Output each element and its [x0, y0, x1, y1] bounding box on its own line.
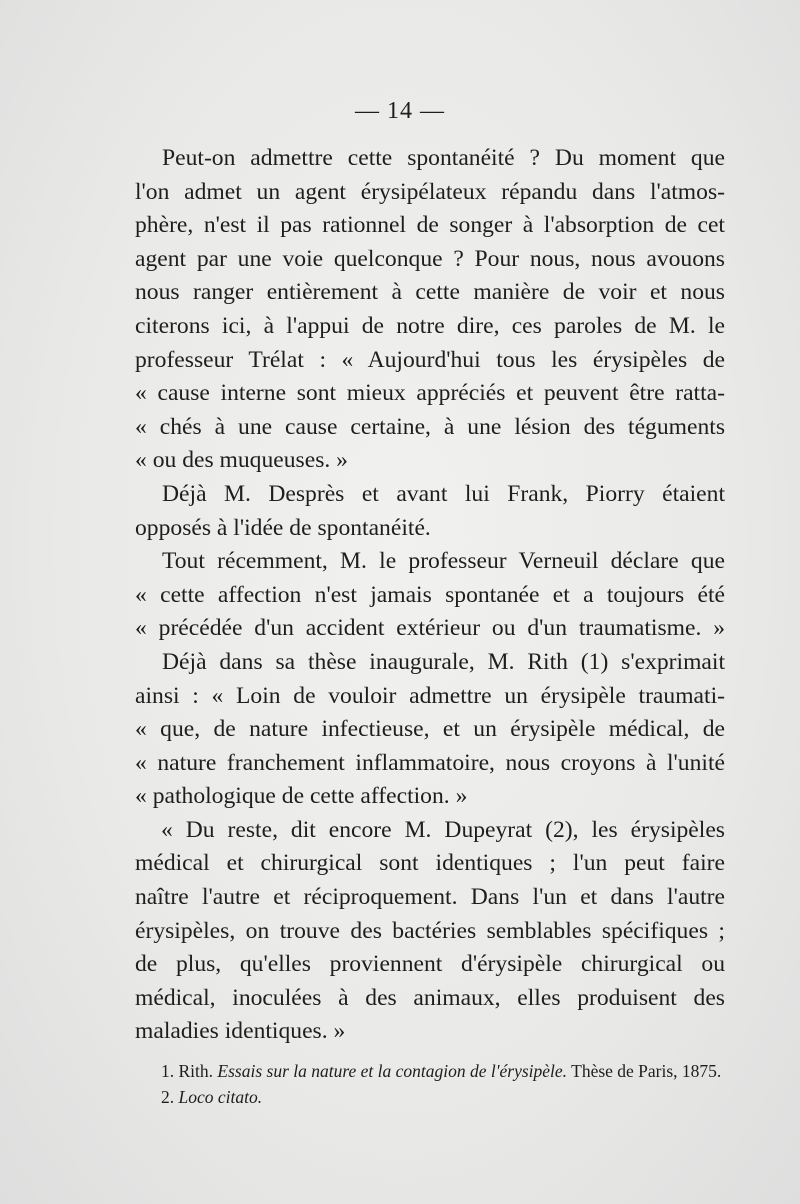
text-line: opposés à l'idée de spontanéité. [135, 514, 431, 541]
paragraph-dupeyrat [135, 814, 725, 1049]
paragraph-verneuil [135, 545, 725, 646]
footnote-number: 1. [161, 1061, 175, 1081]
text-line: « cette affection n'est jamais spontanée et a toujours été [135, 581, 725, 608]
text-line: « que, de nature infectieuse, et un érysipèle médical, de [135, 716, 725, 743]
paragraph-rith [135, 646, 725, 814]
text-line: médical et chirurgical sont identiques ; l'un peut faire [135, 850, 725, 877]
text-line: l'on admet un agent érysipélateux répandu dans l'atmos- [135, 178, 725, 205]
text-line: érysipèles, on trouve des bactéries semblables spécifiques ; [135, 917, 725, 944]
footnote-title: Loco citato. [178, 1087, 263, 1107]
text-line: naître l'autre et réciproquement. Dans l'un et dans l'autre [135, 884, 725, 911]
text-line: « ou des muqueuses. » [135, 447, 348, 474]
text-line: Tout récemment, M. le professeur Verneuil déclare que [162, 548, 725, 575]
footnotes [135, 1058, 725, 1110]
text-line: « Du reste, dit encore M. Dupeyrat (2), les érysipèles [161, 816, 725, 843]
text-line: professeur Trélat : « Aujourd'hui tous les érysipèles de [135, 346, 725, 373]
footnote-number: 2. [161, 1087, 175, 1107]
text-line: maladies identiques. » [135, 1018, 346, 1045]
text-line: agent par une voie quelconque ? Pour nous, nous avouons [135, 245, 725, 272]
footnote-title: Essais sur la nature et la contagion de l'érysipèle. [217, 1061, 568, 1081]
text-line: ainsi : « Loin de vouloir admettre un érysipèle traumati- [135, 682, 725, 709]
body-text [135, 142, 725, 1049]
text-line: « nature franchement inflammatoire, nous croyons à l'unité [135, 749, 725, 776]
paragraph-despres [135, 478, 725, 545]
text-line: de plus, qu'elles proviennent d'érysipèle chirurgical ou [135, 951, 725, 978]
text-line: phère, n'est il pas rationnel de songer à l'absorption de cet [135, 212, 725, 239]
text-line: « pathologique de cette affection. » [135, 783, 468, 810]
footnote-source: Thèse de Paris, 1875. [571, 1061, 722, 1081]
text-line: Peut-on admettre cette spontanéité ? Du moment que [162, 145, 725, 171]
text-line: Déjà dans sa thèse inaugurale, M. Rith (1) s'exprimait [162, 648, 725, 675]
text-line: Déjà M. Desprès et avant lui Frank, Piorry étaient [162, 480, 725, 507]
text-line: nous ranger entièrement à cette manière de voir et nous [135, 279, 725, 306]
page-number: — 14 — [355, 98, 445, 124]
footnote-2 [135, 1084, 725, 1110]
text-line: « précédée d'un accident extérieur ou d'un traumatisme. » [135, 615, 725, 642]
text-line: médical, inoculées à des animaux, elles produisent des [135, 984, 725, 1011]
footnote-1 [135, 1058, 725, 1084]
text-line: citerons ici, à l'appui de notre dire, ces paroles de M. le [135, 312, 725, 339]
text-line: « cause interne sont mieux appréciés et peuvent être ratta- [135, 380, 725, 407]
text-line: « chés à une cause certaine, à une lésion des téguments [135, 413, 725, 440]
paragraph-spontaneite [135, 142, 725, 478]
footnote-author: Rith. [178, 1061, 214, 1081]
